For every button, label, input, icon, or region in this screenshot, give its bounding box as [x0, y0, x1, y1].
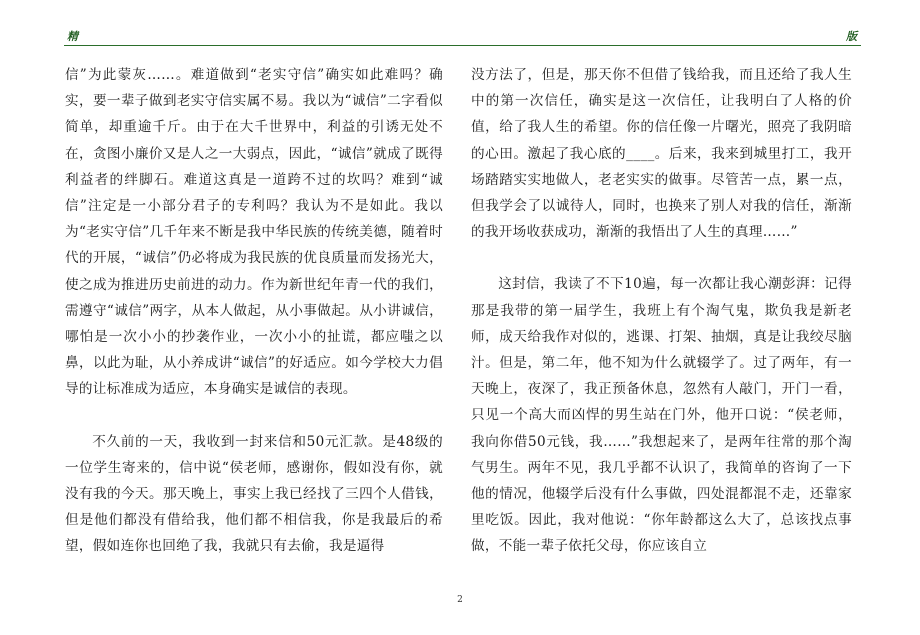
left-text-column	[65, 62, 443, 560]
header-left-mark: 精	[67, 30, 78, 43]
right-text-column	[471, 62, 852, 560]
left-paragraph-2: 不久前的一天，我收到一封来信和50元汇款。是48级的一位学生寄来的，信中说“侯老师，感谢你，假如没有你，就没有我的今天。那天晚上，事实上我已经找了三四个人借钱，但是他们都没有借给我，他们都不相信我，你是我最后的希望，假如连你也回绝了我，我就只有去偷，我是逼得	[65, 433, 443, 555]
header-divider	[64, 45, 861, 46]
header-right-mark: 版	[846, 30, 857, 43]
right-paragraph-2: 这封信，我读了不下10遍，每一次都让我心潮彭湃：记得那是我带的第一届学生，我班上有个淘气鬼，欺负我是新老师，成天给我作对似的，逃课、打架、抽烟，真是让我绞尽脑汁。但是，第二年，他不知为什么就辍学了。过了两年，有一天晚上，夜深了，我正预备休息，忽然有人敲门，开门一看，只见一个高大而凶悍的男生站在门外，他开口说：“侯老师，我向你借50元钱，我……”我想起来了，是两年往常的那个淘气男生。两年不见，我几乎都不认识了，我简单的咨询了一下他的情况，他辍学后没有什么事做，四处混都混不走，还靠家里吃饭。因此，我对他说：“你年龄都这么大了，总该找点事做，不能一辈子依托父母，你应该自立	[471, 276, 852, 555]
right-paragraph-1: 没方法了，但是，那天你不但借了钱给我，而且还给了我人生中的第一次信任，确实是这一次信任，让我明白了人格的价值，给了我人生的希望。你的信任像一片曙光，照亮了我阴暗的心田。激起了我心底的____。后来，我来到城里打工，我开场踏踏实实地做人，老老实实的做事。尽管苦一点，累一点，但我学会了以诚待人，同时，也换来了别人对我的信任，渐渐的我开场收获成功，渐渐的我悟出了人生的真理……”	[471, 67, 852, 241]
paragraph-gap	[471, 245, 852, 271]
left-paragraph-1: 信”为此蒙灰……。难道做到“老实守信”确实如此难吗？确实，要一辈子做到老实守信实属不易。我以为“诚信”二字看似简单，却重逾千斤。由于在大千世界中，利益的引诱无处不在，贪图小廉价又是人之一大弱点，因此，“诚信”就成了既得利益者的绊脚石。难道这真是一道跨不过的坎吗？难到“诚信”注定是一小部分君子的专利吗？我认为不是如此。我以为“老实守信”几千年来不断是我中华民族的传统美德，随着时代的开展，“诚信”仍必将成为我民族的优良质量而发扬光大，使之成为推进历史前进的动力。作为新世纪年青一代的我们，需遵守“诚信”两字，从本人做起，从小事做起。从小讲诚信，哪怕是一次小小的抄袭作业，一次小小的扯谎，都应嗤之以鼻，以此为耻，从小养成讲“诚信”的好适应。如今学校大力倡导的让标准成为适应，本身确实是诚信的表现。	[65, 67, 443, 398]
paragraph-gap	[65, 403, 443, 429]
page-number: 2	[457, 595, 463, 605]
